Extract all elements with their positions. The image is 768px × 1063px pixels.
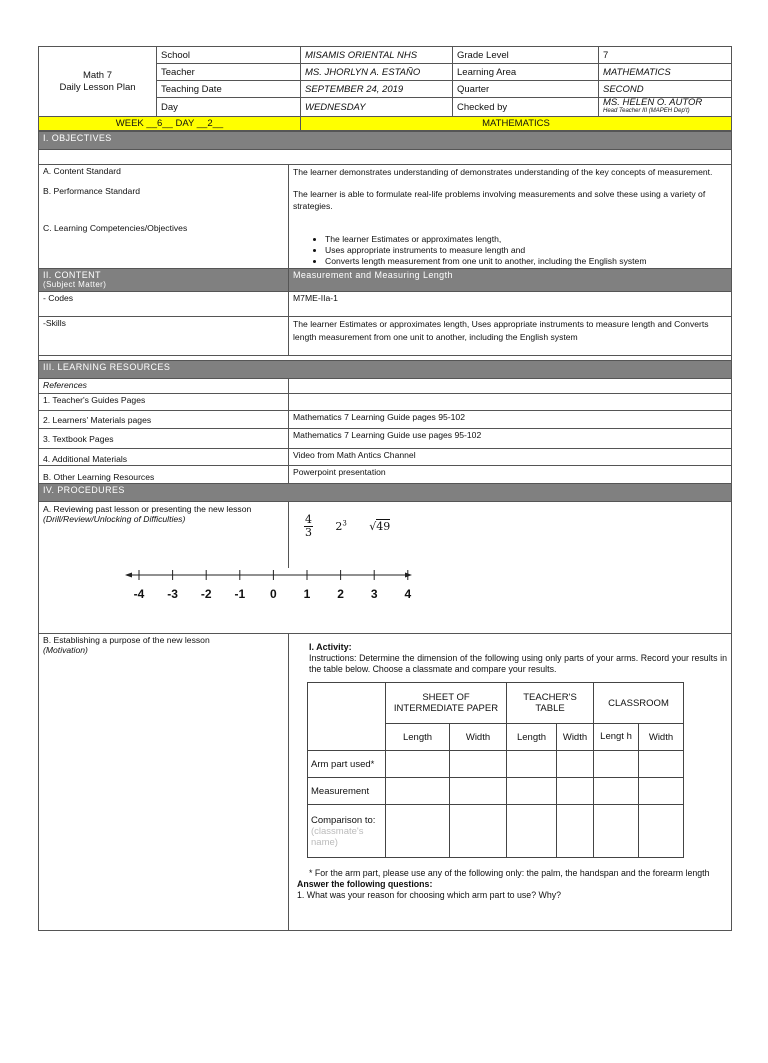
content-heading (39, 269, 289, 292)
activity-instructions: Instructions: Determine the dimension of the following using only parts of your arms. Record your results in the table below. Choose a classmate and compare your results. (309, 653, 727, 674)
learners-materials-value: Mathematics 7 Learning Guide pages 95-102 (289, 411, 732, 429)
content-heading-title: II. CONTENT (43, 270, 101, 280)
power-expression (335, 520, 346, 533)
references-value (289, 379, 732, 394)
quarter-value: SECOND (599, 81, 732, 98)
skills-value: The learner Estimates or approximates length, Uses appropriate instruments to measure length and Converts length measurement from one unit to another, including the English system (289, 317, 732, 356)
subheader-width: Width (557, 724, 594, 751)
table-cell (386, 805, 450, 858)
references-label: References (39, 379, 289, 394)
codes-value: M7ME-IIa-1 (289, 292, 732, 317)
left-arrow-icon (125, 573, 132, 578)
table-cell (557, 805, 594, 858)
subheader-width: Width (450, 724, 507, 751)
sqrt-radicand: 49 (376, 520, 391, 533)
subheader-length: Lengt h (594, 724, 639, 751)
row-label-arm-part: Arm part used* (308, 751, 386, 778)
objectives-heading: I. OBJECTIVES (39, 132, 732, 150)
review-label (43, 504, 275, 524)
activity-title: I. Activity: (309, 642, 352, 652)
content-standard-label: A. Content Standard (39, 165, 289, 180)
column-header-teachers-table: TEACHER'S TABLE (507, 683, 594, 724)
subheader-width: Width (639, 724, 684, 751)
table-cell (386, 778, 450, 805)
fraction-expression (304, 514, 313, 539)
number-line (119, 562, 419, 612)
number-line-label: 4 (404, 587, 412, 601)
number-line-label: 0 (270, 587, 277, 601)
power-exponent: 3 (342, 519, 347, 528)
teacher-label: Teacher (157, 64, 301, 81)
table-cell (450, 751, 507, 778)
column-header-classroom: CLASSROOM (594, 683, 684, 724)
subheader-length: Length (507, 724, 557, 751)
table-cell (507, 751, 557, 778)
question-1: 1. What was your reason for choosing which arm part to use? Why? (297, 890, 562, 900)
table-cell (450, 778, 507, 805)
number-line-label: 2 (337, 587, 344, 601)
content-heading-sub: (Subject Matter) (43, 280, 107, 289)
lesson-plan-body (38, 131, 732, 931)
checked-by-name: MS. HELEN O. AUTOR (603, 97, 703, 108)
column-header-paper: SHEET OF INTERMEDIATE PAPER (386, 683, 507, 724)
subject-banner: MATHEMATICS (301, 117, 732, 131)
spacer-row (39, 150, 732, 165)
sqrt-expression (369, 520, 390, 533)
review-expressions (304, 514, 390, 539)
textbook-value: Mathematics 7 Learning Guide use pages 95-102 (289, 429, 732, 449)
sqrt-radical: √ (369, 520, 377, 533)
additional-materials-label: 4. Additional Materials (39, 449, 289, 466)
table-cell (450, 805, 507, 858)
school-label: School (157, 47, 301, 64)
number-line-label: -4 (133, 587, 145, 601)
checked-by-value (599, 98, 732, 117)
skills-label: -Skills (39, 317, 289, 356)
title-line-2: Daily Lesson Plan (59, 81, 136, 93)
title-line-1: Math 7 (82, 69, 113, 81)
lesson-plan-title (39, 47, 157, 117)
performance-standard-text: The learner is able to formulate real-life problems involving measurements and solve these using a variety of strategies. (289, 179, 732, 221)
day-value: WEDNESDAY (301, 98, 453, 117)
school-value: MISAMIS ORIENTAL NHS (301, 47, 453, 64)
teachers-guide-label: 1. Teacher's Guides Pages (39, 394, 289, 411)
row-label-comparison (308, 805, 386, 858)
teaching-date-label: Teaching Date (157, 81, 301, 98)
teaching-date-value: SEPTEMBER 24, 2019 (301, 81, 453, 98)
review-row (39, 502, 732, 634)
table-cell (639, 751, 684, 778)
teachers-guide-value (289, 394, 732, 411)
power-base: 2 (335, 520, 343, 534)
questions-heading: Answer the following questions: (297, 879, 433, 889)
table-cell (594, 778, 639, 805)
review-label-title: A. Reviewing past lesson or presenting the new lesson (43, 504, 252, 514)
grade-level-value: 7 (599, 47, 732, 64)
table-cell (639, 778, 684, 805)
grade-level-label: Grade Level (453, 47, 599, 64)
checked-by-title: Head Teacher III (MAPEH Dep't) (603, 108, 690, 114)
number-line-label: 1 (303, 587, 311, 601)
content-standard-text: The learner demonstrates understanding of demonstrates understanding of the key concepts of measurement. (289, 165, 732, 180)
table-cell (639, 805, 684, 858)
activity-table-corner (308, 683, 386, 751)
header-table (38, 46, 732, 131)
row-label-measurement: Measurement (308, 778, 386, 805)
review-label-sub: (Drill/Review/Unlocking of Difficulties) (43, 514, 186, 524)
subheader-length: Length (386, 724, 450, 751)
arm-part-footnote: * For the arm part, please use any of the following only: the palm, the handspan and the forearm length (309, 868, 710, 878)
fraction-numerator: 4 (305, 513, 312, 526)
competency-item: • Converts length measurement from one unit to another, including the English system (325, 256, 727, 267)
competency-item: • Uses appropriate instruments to measure length and (325, 245, 727, 256)
number-line-label: 3 (370, 587, 378, 601)
competencies-label: C. Learning Competencies/Objectives (39, 221, 289, 269)
textbook-label: 3. Textbook Pages (39, 429, 289, 449)
procedures-heading: IV. PROCEDURES (39, 484, 732, 502)
resources-heading: III. LEARNING RESOURCES (39, 361, 732, 379)
activity-cell (289, 634, 732, 931)
comparison-label: Comparison to: (311, 814, 376, 826)
number-line-labels (134, 587, 412, 601)
additional-materials-value: Video from Math Antics Channel (289, 449, 732, 466)
number-line-label: -1 (234, 587, 246, 601)
checked-by-label: Checked by (453, 98, 599, 117)
content-topic: Measurement and Measuring Length (289, 269, 732, 292)
table-cell (557, 751, 594, 778)
activity-table (307, 682, 684, 858)
table-cell (507, 778, 557, 805)
number-line-label: -2 (200, 587, 212, 601)
competencies-cell (289, 221, 732, 269)
table-cell (557, 778, 594, 805)
column-divider (288, 502, 289, 568)
teacher-value: MS. JHORLYN A. ESTAÑO (301, 64, 453, 81)
day-label: Day (157, 98, 301, 117)
comparison-hint: (classmate's name) (311, 825, 364, 848)
lesson-plan-page (38, 46, 731, 931)
table-cell (386, 751, 450, 778)
right-arrow-icon (405, 573, 412, 578)
learning-area-value: MATHEMATICS (599, 64, 732, 81)
learning-area-label: Learning Area (453, 64, 599, 81)
quarter-label: Quarter (453, 81, 599, 98)
learners-materials-label: 2. Learners' Materials pages (39, 411, 289, 429)
motivation-label-sub: (Motivation) (43, 645, 88, 655)
table-cell (507, 805, 557, 858)
competencies-list (293, 234, 727, 267)
table-cell (594, 751, 639, 778)
table-cell (594, 805, 639, 858)
other-resources-value: Powerpoint presentation (289, 466, 732, 484)
number-line-label: -3 (167, 587, 178, 601)
week-day-banner: WEEK __6__ DAY __2__ (39, 117, 301, 131)
other-resources-label: B. Other Learning Resources (39, 466, 289, 484)
competency-item: • The learner Estimates or approximates length, (325, 234, 727, 245)
codes-label: - Codes (39, 292, 289, 317)
motivation-label-title: B. Establishing a purpose of the new lesson (43, 635, 210, 645)
motivation-label (39, 634, 289, 931)
performance-standard-label: B. Performance Standard (39, 179, 289, 221)
fraction-denominator: 3 (305, 526, 312, 539)
